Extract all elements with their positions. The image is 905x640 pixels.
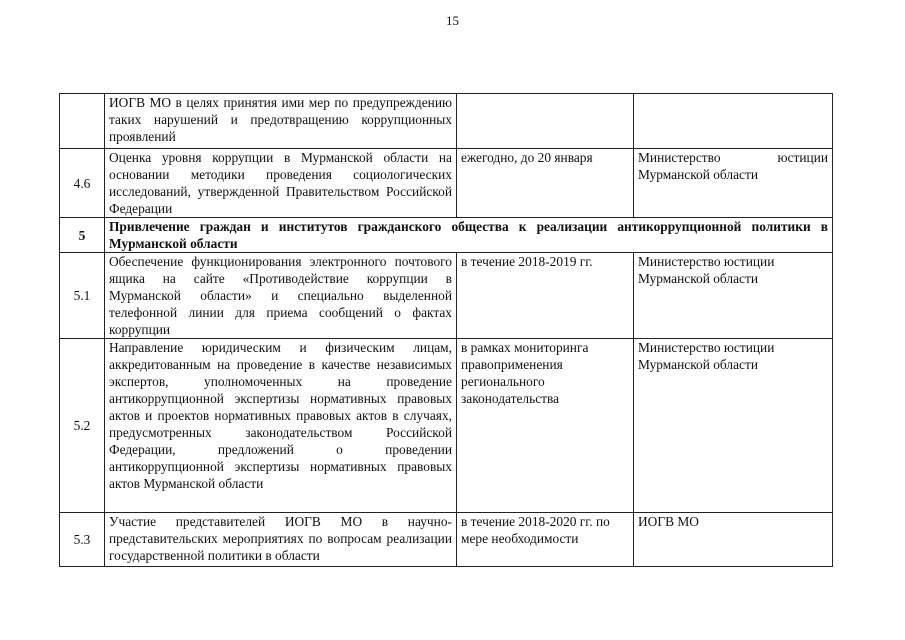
table-row — [60, 339, 833, 513]
action-plan-table — [59, 93, 833, 567]
table-row — [60, 94, 833, 149]
table-row — [60, 253, 833, 339]
event-description: Направление юридическим и физическим лицам, аккредитованным на проведение в качестве независимых экспертов, уполномоченных на проведение антикоррупционной экспертизы нормативных правовых актов и проектов нормативных правовых актов в случаях, предусмотренных законодательством Российской Федерации, предложений о проведении антикоррупционной экспертизы нормативных правовых актов Мурманской области — [105, 339, 457, 513]
event-description-text: Участие представителей ИОГВ МО в научно-представительских мероприятиях по вопросам реализации государственной политики в области — [109, 514, 452, 563]
section-title: Привлечение граждан и институтов гражданского общества к реализации антикоррупционной политики в Мурманской области — [105, 218, 833, 253]
event-term: в рамках мониторинга правоприменения регионального законодательства — [457, 339, 634, 513]
event-executor: Министерство юстиции Мурманской области — [634, 149, 833, 218]
event-executor: ИОГВ МО — [634, 513, 833, 567]
section-row — [60, 218, 833, 253]
event-description: Обеспечение функционирования электронного почтового ящика на сайте «Противодействие коррупции в Мурманской области» и специально выделенной телефонной линии для приема сообщений о фактах коррупции — [105, 253, 457, 339]
event-description — [105, 513, 457, 567]
page-number: 15 — [446, 13, 459, 28]
event-description: ИОГВ МО в целях принятия ими мер по предупреждению таких нарушений и предотвращению коррупционных проявлений — [105, 94, 457, 149]
event-description: Оценка уровня коррупции в Мурманской области на основании методики проведения социологических исследований, утвержденной Правительством Российской Федерации — [105, 149, 457, 218]
table-row — [60, 149, 833, 218]
event-executor — [634, 94, 833, 149]
event-term: в течение 2018-2020 гг. по мере необходимости — [457, 513, 634, 567]
section-number: 5 — [60, 218, 105, 253]
table-row — [60, 513, 833, 567]
event-executor: Министерство юстиции Мурманской области — [634, 339, 833, 513]
event-executor: Министерство юстиции Мурманской области — [634, 253, 833, 339]
row-number: 5.1 — [60, 253, 105, 339]
event-term: ежегодно, до 20 января — [457, 149, 634, 218]
event-term — [457, 94, 634, 149]
event-term: в течение 2018-2019 гг. — [457, 253, 634, 339]
row-number: 5.2 — [60, 339, 105, 513]
row-number: 4.6 — [60, 149, 105, 218]
row-number: 5.3 — [60, 513, 105, 567]
row-number — [60, 94, 105, 149]
